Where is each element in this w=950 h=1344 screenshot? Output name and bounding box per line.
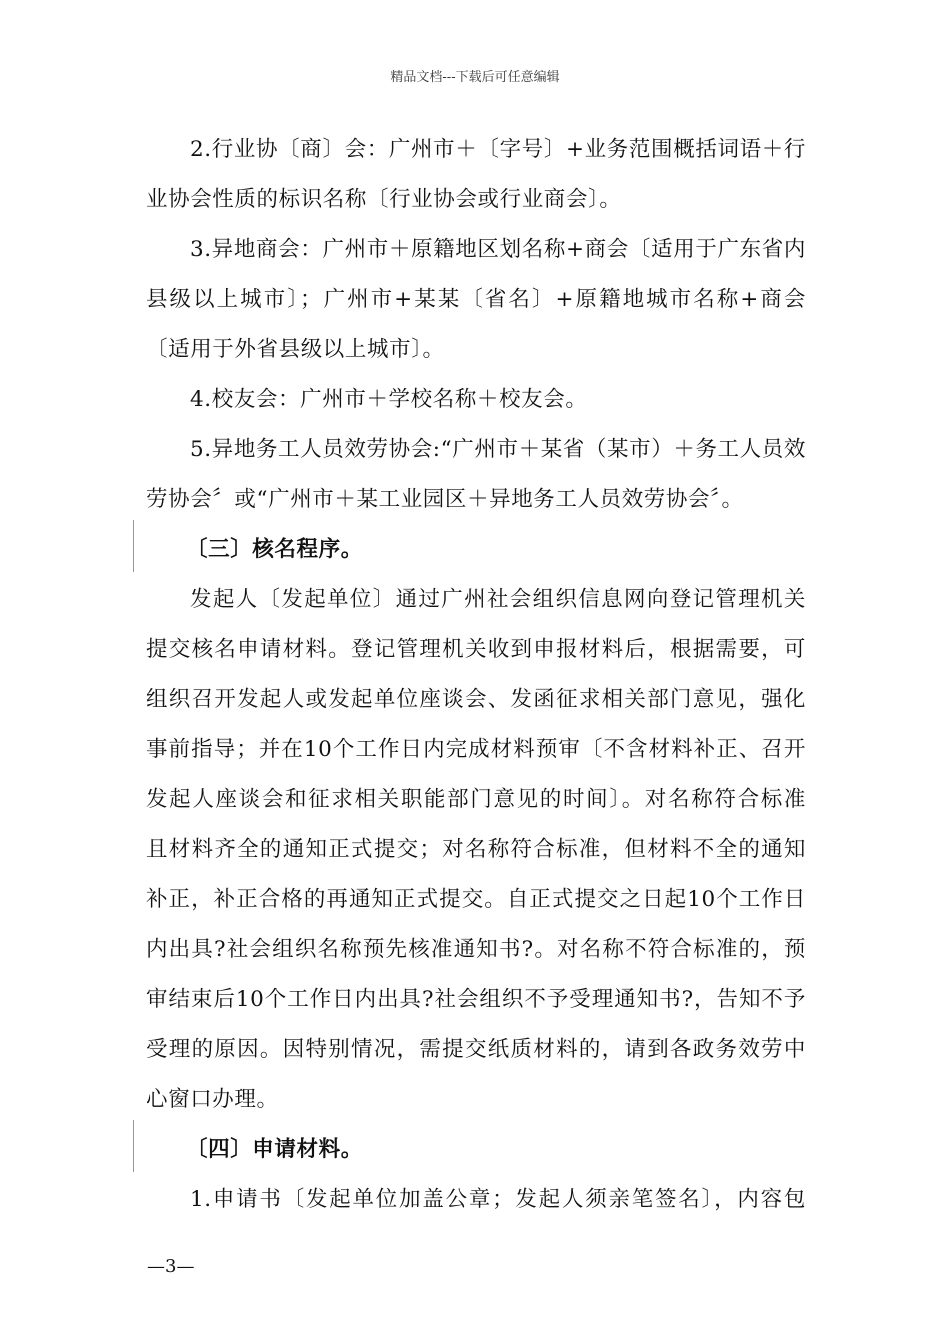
body-line: 4.校友会：广州市＋学校名称＋校友会。 [190, 387, 588, 412]
page-number: —3— [147, 1256, 195, 1277]
change-bar [133, 520, 134, 572]
section-heading: 〔三〕核名程序。 [186, 537, 363, 562]
page-header: 精品文档---下载后可任意编辑 [390, 70, 560, 85]
body-line: 补正，补正合格的再通知正式提交。自正式提交之日起10个工作日 [146, 887, 806, 912]
body-line: 发起人座谈会和征求相关职能部门意见的时间〕。对名称符合标准 [146, 787, 806, 812]
body-line: 审结束后10个工作日内出具?社会组织不予受理通知书?，告知不予 [146, 987, 806, 1012]
body-line: 劳协会〞或“广州市＋某工业园区＋异地务工人员效劳协会〞。 [146, 487, 744, 512]
body-line: 业协会性质的标识名称〔行业协会或行业商会〕。 [146, 187, 622, 212]
body-line: 提交核名申请材料。登记管理机关收到申报材料后，根据需要，可 [146, 637, 806, 662]
body-line: 内出具?社会组织名称预先核准通知书?。对名称不符合标准的，预 [146, 937, 806, 962]
body-line: 5.异地务工人员效劳协会:“广州市＋某省（某市）＋务工人员效 [190, 437, 806, 462]
body-line: 3.异地商会：广州市＋原籍地区划名称+商会〔适用于广东省内 [190, 237, 806, 262]
body-line: 发起人〔发起单位〕通过广州社会组织信息网向登记管理机关 [190, 587, 806, 612]
body-line: 事前指导；并在10个工作日内完成材料预审〔不含材料补正、召开 [146, 737, 806, 762]
body-line: 2.行业协〔商〕会：广州市＋〔字号〕+业务范围概括词语＋行 [190, 137, 806, 162]
section-heading: 〔四〕申请材料。 [186, 1137, 363, 1162]
body-line: 心窗口办理。 [146, 1087, 279, 1112]
body-line: 组织召开发起人或发起单位座谈会、发函征求相关部门意见，强化 [146, 687, 806, 712]
change-bar [133, 1120, 134, 1172]
body-line: 且材料齐全的通知正式提交；对名称符合标准，但材料不全的通知 [146, 837, 806, 862]
body-line: 县级以上城市〕；广州市+某某〔省名〕+原籍地城市名称+商会 [146, 287, 806, 312]
body-line: 1.申请书〔发起单位加盖公章；发起人须亲笔签名〕，内容包 [190, 1187, 806, 1212]
body-line: 受理的原因。因特别情况，需提交纸质材料的，请到各政务效劳中 [146, 1037, 806, 1062]
body-line: 〔适用于外省县级以上城市〕。 [146, 337, 445, 362]
